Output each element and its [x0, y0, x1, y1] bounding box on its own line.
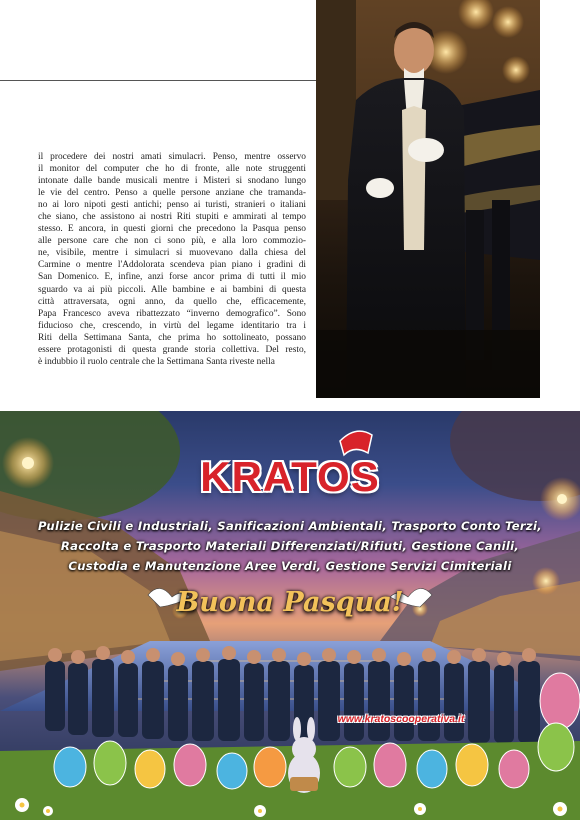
article-text	[38, 151, 306, 368]
article-line: città attraversata, ogni anno, da quello che, efficacemente,	[38, 296, 306, 307]
article-line: intonate dalle bande musicali mentre i Misteri si snodano lungo	[38, 176, 306, 187]
services-line: Custodia e Manutenzione Aree Verdi, Gestione Servizi Cimiteriali	[68, 559, 512, 573]
kratos-advertisement	[0, 411, 580, 820]
article-line: San Domenico. E, infine, anzi forse ancor prima di tutti il mio	[38, 272, 306, 283]
article-line: Carmine o mentre l'Addolorata scendeva pian piano i gradini di	[38, 260, 306, 271]
procession-photo-illustration	[316, 0, 540, 398]
article-line: ne, visibile, mentre i simulacri si muovevano dalla chiesa del	[38, 248, 306, 259]
procession-photo	[316, 0, 540, 398]
article-line: no ai loro nipoti gesti antichi; penso ai turisti, stranieri o italiani	[38, 200, 306, 211]
easter-greeting: Buona Pasqua!	[176, 587, 404, 618]
article-line: che siano, che assistono ai nostri Riti stupiti e ammirati al tempo	[38, 212, 306, 223]
article-line: le vie del centro. Penso a quelle persone anziane che tramanda-	[38, 188, 306, 199]
article-line: Papa Francesco aveva ribattezzato “inverno demografico”. Sono	[38, 308, 306, 319]
website-link[interactable]: www.kratoscooperativa.it	[337, 713, 465, 725]
services-line: Pulizie Civili e Industriali, Sanificazioni Ambientali, Trasporto Conto Terzi,	[38, 519, 542, 533]
article-line: è indubbio il ruolo centrale che la Settimana Santa riveste nella	[38, 356, 275, 367]
article-line: Riti della Settimana Santa, che prima ho sottolineato, possano	[38, 332, 306, 343]
article-line: fiducioso che, crescendo, in virtù del legame identitario tra i	[38, 320, 306, 331]
header-rule	[0, 80, 316, 81]
article-line: il monitor del computer che ho di fronte, alle note struggenti	[38, 164, 306, 175]
services-line: Raccolta e Trasporto Materiali Differenziati/Rifiuti, Gestione Canili,	[60, 539, 520, 553]
article-line: sguardo va ai più piccoli. Alle bambine e ai bambini di questa	[38, 284, 306, 295]
article-line: alle persone care che non ci sono più, e alla loro commozio-	[38, 236, 306, 247]
kratos-logo: KRATOS	[200, 453, 380, 500]
article-line: stesso. E ancora, in questi giorni che precedono la Pasqua penso	[38, 224, 306, 235]
article-line: il procedere dei nostri amati simulacri. Penso, mentre osservo	[38, 152, 306, 162]
article-line: essere protagonisti di questa grande storia collettiva. Del resto,	[38, 344, 306, 355]
